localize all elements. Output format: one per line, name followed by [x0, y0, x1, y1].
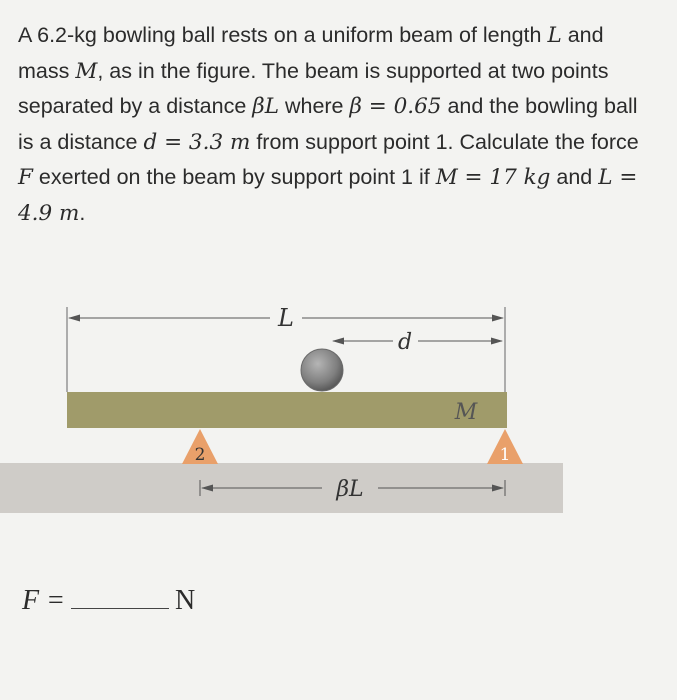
- math-beta-L: βL: [252, 94, 279, 120]
- problem-text: , as in the figure. The beam is supported at two points separated by a distance: [18, 58, 609, 119]
- answer-label: F =: [22, 585, 65, 616]
- problem-text: .: [79, 200, 86, 225]
- math-d-value: d = 3.3 m: [143, 129, 251, 155]
- support-1-label: 1: [499, 445, 511, 465]
- problem-text: where: [278, 94, 350, 119]
- label-L: L: [278, 304, 294, 332]
- math-M-value: M = 17 kg: [435, 165, 551, 191]
- math-L: L: [547, 23, 562, 48]
- problem-text: exerted on the beam by support point 1 if: [32, 165, 436, 190]
- L-arrowhead-left: [68, 315, 80, 322]
- problem-text: and the bowling ball is a distance: [18, 94, 638, 154]
- label-beta-L: βL: [336, 477, 364, 502]
- problem-text: and: [550, 165, 599, 190]
- d-arrowhead-left: [332, 338, 344, 345]
- problem-text: from support point 1. Calculate the force: [250, 129, 639, 154]
- L-arrowhead-right: [492, 315, 504, 322]
- label-d: d: [397, 330, 413, 355]
- d-arrowhead-right: [491, 338, 503, 345]
- math-M: M: [75, 58, 98, 84]
- problem-text: A 6.2-kg bowling ball rests on a uniform beam of length: [18, 23, 548, 47]
- math-F: F: [18, 165, 33, 191]
- beam: [67, 392, 507, 428]
- support-2-label: 2: [194, 445, 206, 465]
- answer-row: [22, 585, 195, 617]
- problem-text: and mass: [18, 23, 604, 83]
- label-M: M: [454, 400, 478, 425]
- answer-unit: N: [175, 585, 196, 616]
- bowling-ball: [301, 349, 343, 391]
- answer-blank[interactable]: [71, 607, 169, 609]
- math-L-value: L = 4.9 m: [18, 165, 638, 226]
- math-beta-value: β = 0.65: [349, 94, 442, 120]
